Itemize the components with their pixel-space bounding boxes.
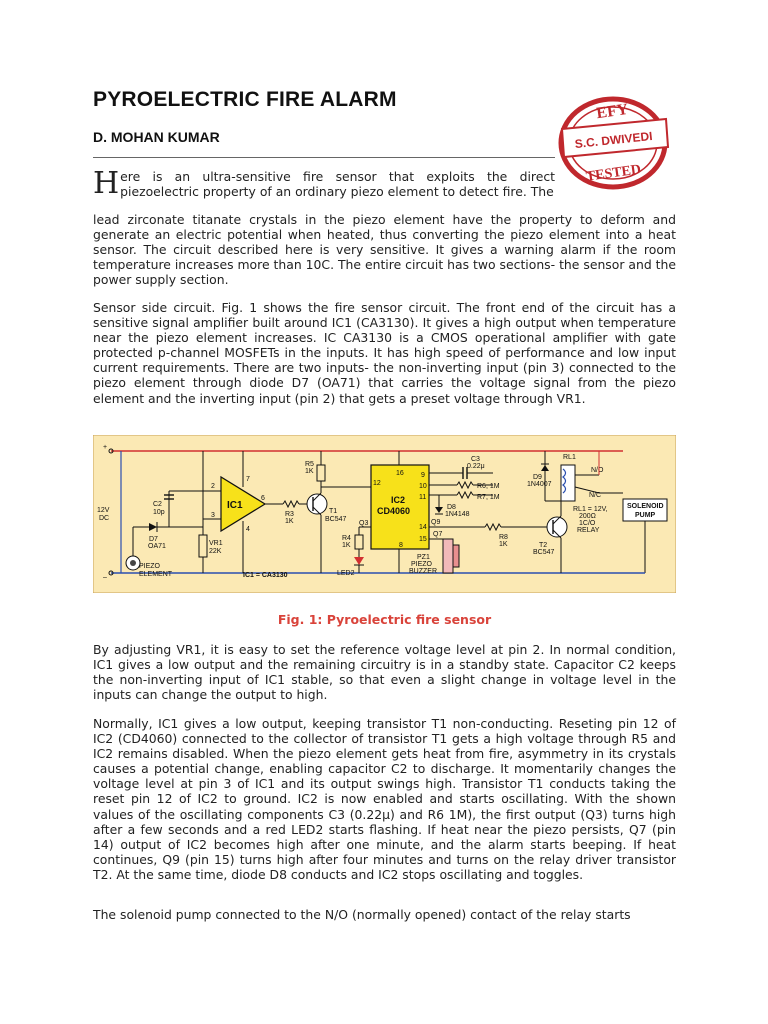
rail-plus-label: +	[103, 444, 108, 451]
c2-value: 10p	[153, 509, 165, 516]
supply-label: 12V	[97, 507, 110, 514]
paragraph-sensor-side: Sensor side circuit. Fig. 1 shows the fire sensor circuit. The front end of the circuit has a sensitive signal amplifier built around IC1 (CA3130). It gives a high output when temperature near the piezo element increases. IC CA3130 is a CMOS operational amplifier with gate protected p-channel MOSFETs in the inputs. It has high speed of performance and low input current requirements. There are two inputs- the non-inverting input (pin 3) connected to the piezo element through diode D7 (OA71) that carries the voltage signal from the piezo element and the inverting input (pin 2) that gets a preset voltage through VR1.	[93, 300, 676, 406]
c3-label: C3	[471, 456, 480, 463]
drop-cap: H	[93, 166, 120, 201]
article-title: PYROELECTRIC FIRE ALARM	[93, 88, 397, 111]
ic2-pin10: 10	[419, 483, 427, 490]
ic1-label: IC1	[227, 500, 243, 511]
led2-label: LED2	[337, 570, 355, 577]
t1-value: BC547	[325, 516, 347, 523]
r5-label: R5	[305, 461, 314, 468]
t2-label: T2	[539, 542, 548, 549]
r8-value: 1K	[499, 541, 508, 548]
r7-label: R7, 1M	[477, 494, 500, 501]
supply-dc-label: DC	[99, 515, 110, 522]
pump-label-1: SOLENOID	[627, 503, 664, 510]
stamp-top-text: EFY	[595, 100, 630, 123]
intro-paragraph-lead	[93, 166, 555, 201]
circuit-diagram	[93, 435, 676, 593]
relay-spec-3: 1C/O	[579, 520, 596, 527]
d9-label: D9	[533, 474, 542, 481]
ic1-pin7: 7	[246, 476, 250, 483]
article-author: D. MOHAN KUMAR	[93, 129, 220, 145]
pz1-buzzer	[443, 539, 453, 573]
ic1-note: IC1 = CA3130	[243, 572, 288, 579]
efy-tested-stamp	[556, 95, 670, 191]
figure-caption: Fig. 1: Pyroelectric fire sensor	[277, 612, 492, 627]
ic2-pin12: 12	[373, 480, 381, 487]
d9-value: 1N4007	[527, 481, 552, 488]
vr1-label: VR1	[209, 540, 223, 547]
intro-paragraph-rest: lead zirconate titanate crystals in the piezo element have the property to deform and generate an electric potential when heated, thus converting the piezo element into a heat sensor. The circuit described here is very sensitive. It gives a warning alarm if the room temperature increases more than 10C. The entire circuit has two sections- the sensor and the power supply section.	[93, 212, 676, 288]
r6-label: R6, 1M	[477, 483, 500, 490]
r8-label: R8	[499, 534, 508, 541]
piezo-label: PIEZO	[139, 563, 161, 570]
d7-value: OA71	[148, 543, 166, 550]
relay-spec-4: RELAY	[577, 527, 600, 534]
piezo-label-2: ELEMENT	[139, 571, 173, 578]
relay-nc-label: N/C	[589, 492, 602, 499]
relay-no-label: N/O	[591, 467, 604, 474]
r3-label: R3	[285, 511, 294, 518]
rl1-label: RL1	[563, 454, 576, 461]
stamp-bottom-text: TESTED	[585, 162, 642, 185]
r4-label: R4	[342, 535, 351, 542]
c3-value: 0.22μ	[467, 463, 485, 470]
ic2-pin16: 16	[396, 470, 404, 477]
ic2-pin14: 14	[419, 524, 427, 531]
paragraph-normally: Normally, IC1 gives a low output, keeping transistor T1 non-conducting. Reseting pin 12 of IC2 (CD4060) connected to the collector of transistor T1 gets a high voltage through R5 and IC2 remains disabled. When the piezo element gets heat from fire, asymmetry in its crystals causes a potential change, enabling capacitor C2 to discharge. It momentarily changes the voltage level at pin 3 of IC1 and its output swings high. Transistor T1 conducts taking the reset pin 12 of IC2 to ground. IC2 is now enabled and starts oscillating. With the shown values of the oscillating components C3 (0.22μ) and R6 1M), the first output (Q3) turns high after a few seconds and a red LED2 starts flashing. If heat near the piezo persists, Q7 (pin 14) output of IC2 becomes high after one minute, and the alarm starts beeping. If heat continues, Q9 (pin 15) turns high after four minutes and turns on the relay driver transistor T2. At the same time, diode D8 conducts and IC2 stops oscillating and toggles.	[93, 716, 676, 882]
ic2-pin9: 9	[421, 472, 425, 479]
ic1-pin3: 3	[211, 512, 215, 519]
rl1-coil	[561, 465, 575, 501]
ic2-value: CD4060	[377, 506, 411, 516]
t1-label: T1	[329, 508, 338, 515]
relay-spec-2: 200Ω	[579, 513, 596, 520]
stamp-band-text: S.C. DWIVEDI	[574, 128, 654, 152]
q9-label: Q9	[431, 519, 441, 526]
d7-label: D7	[149, 536, 158, 543]
d8-value: 1N4148	[445, 511, 470, 518]
ic1-pin4: 4	[246, 526, 250, 533]
title-divider	[93, 157, 555, 158]
relay-spec-1: RL1 = 12V,	[573, 506, 608, 513]
r4-value: 1K	[342, 542, 351, 549]
r5-value: 1K	[305, 468, 314, 475]
vr1-value: 22K	[209, 548, 222, 555]
q3-label: Q3	[359, 520, 369, 527]
intro-first-text: ere is an ultra-sensitive fire sensor that exploits the direct piezoelectric property of an ordinary piezo element to detect fire. The	[120, 169, 555, 200]
t2-value: BC547	[533, 549, 555, 556]
paragraph-adjusting: By adjusting VR1, it is easy to set the reference voltage level at pin 2. In normal condition, IC1 gives a low output and the remaining circuitry is in a standby state. Capacitor C2 keeps the non-inverting input of IC1 stable, so that even a slight change in voltage level in the inputs can change the output to high.	[93, 642, 676, 703]
pz1-label: PZ1	[417, 554, 430, 561]
ic2-pin8: 8	[399, 542, 403, 549]
pz1-label-a: PIEZO	[411, 561, 433, 568]
pump-label-2: PUMP	[635, 512, 656, 519]
paragraph-solenoid: The solenoid pump connected to the N/O (normally opened) contact of the relay starts	[93, 907, 631, 922]
rail-minus-label: –	[103, 574, 107, 581]
ic2-pin11: 11	[419, 494, 427, 501]
d8-label: D8	[447, 504, 456, 511]
ic1-pin2: 2	[211, 483, 215, 490]
ic2-pin15: 15	[419, 536, 427, 543]
q7-label: Q7	[433, 531, 443, 538]
r3-value: 1K	[285, 518, 294, 525]
ic2-label: IC2	[391, 495, 406, 505]
pz1-label-b: BUZZER	[409, 568, 437, 575]
ic1-pin6: 6	[261, 495, 265, 502]
c2-label: C2	[153, 501, 162, 508]
